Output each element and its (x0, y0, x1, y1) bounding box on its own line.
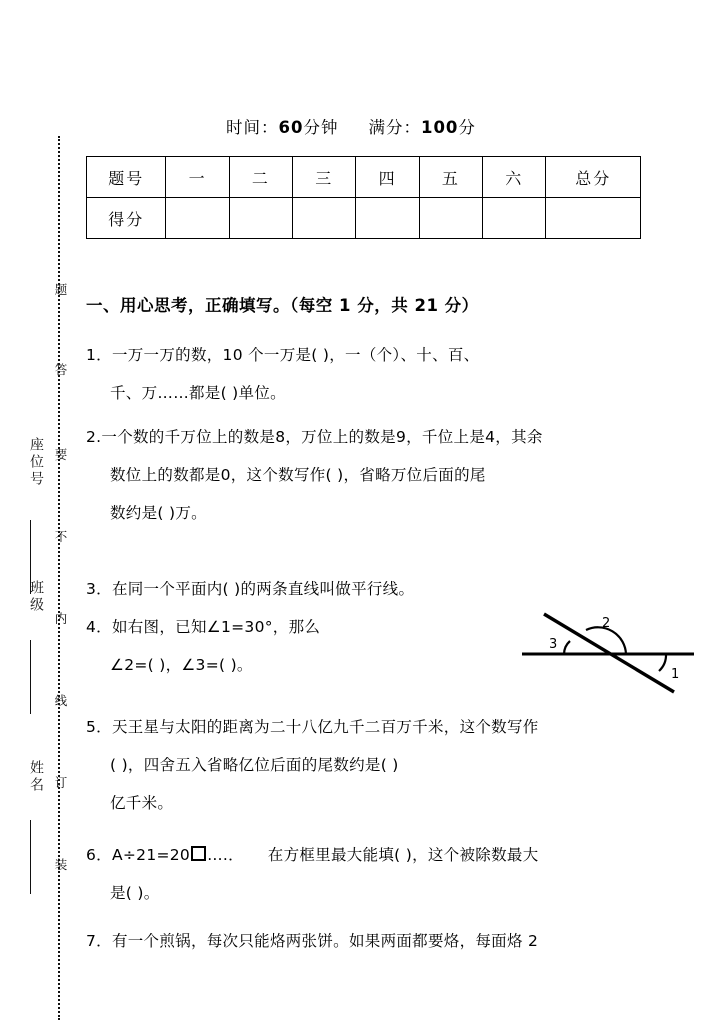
score-cell-4[interactable] (356, 198, 419, 239)
question-1 (86, 336, 656, 412)
score-table-col-1: 一 (166, 157, 229, 198)
seal-char-4: 内 (53, 612, 68, 625)
field-rule-name (30, 820, 31, 894)
angle-label-2: 2 (602, 616, 611, 631)
question-2-line-2: 数位上的数都是0，这个数写作( )，省略万位后面的尾 (110, 466, 486, 484)
question-4 (86, 608, 426, 684)
score-table-row-label-score: 得分 (87, 198, 166, 239)
angle-figure (518, 600, 698, 698)
question-2-line-1: 2.一个数的千万位上的数是8，万位上的数是9，千位上是4，其余 (86, 428, 543, 446)
score-table-col-total: 总分 (546, 157, 641, 198)
question-1-line-2: 千、万……都是( )单位。 (110, 384, 286, 402)
seal-char-0: 题 (53, 283, 68, 296)
score-table (86, 156, 641, 239)
question-2-line-3: 数约是( )万。 (110, 504, 207, 522)
score-table-header-row (87, 157, 641, 198)
question-2 (86, 418, 656, 532)
score-table-row-label-question: 题号 (87, 157, 166, 198)
seal-char-5: 线 (53, 694, 68, 707)
exam-fullscore-value: 100 (420, 118, 459, 137)
question-3-line-1: 3．在同一个平面内( )的两条直线叫做平行线。 (86, 580, 415, 598)
score-table-score-row (87, 198, 641, 239)
section-title-fill-in-blanks: 一、用心思考，正确填写。（每空 1 分，共 21 分） (86, 296, 479, 315)
question-7-line-1: 7．有一个煎锅，每次只能烙两张饼。如果两面都要烙，每面烙 2 (86, 932, 539, 950)
question-5 (86, 708, 656, 822)
question-6-line-2: 是( )。 (110, 884, 160, 902)
question-6-line-1 (86, 836, 656, 874)
exam-fullscore-label: 满分： (368, 118, 421, 137)
seal-char-3: 不 (53, 530, 68, 543)
score-table-col-5: 五 (419, 157, 482, 198)
exam-fullscore-unit: 分 (458, 118, 476, 137)
question-5-line-2: ( )，四舍五入省略亿位后面的尾数约是( ) (110, 756, 399, 774)
score-table-col-4: 四 (356, 157, 419, 198)
question-7 (86, 922, 656, 960)
seal-char-6: 订 (53, 776, 68, 789)
question-6-expression: 6．A÷21=20 (86, 846, 191, 864)
score-cell-2[interactable] (229, 198, 292, 239)
angle-label-1: 1 (671, 667, 680, 682)
exam-sheet (86, 0, 686, 1024)
exam-time-value: 60 (278, 118, 304, 137)
seal-char-7: 装 (53, 858, 68, 871)
question-4-line-2: ∠2=( )，∠3=( )。 (110, 656, 253, 674)
question-5-line-1: 5．天王星与太阳的距离为二十八亿九千二百万千米，这个数写作 (86, 718, 539, 736)
score-cell-5[interactable] (419, 198, 482, 239)
field-label-class: 班级 (28, 580, 44, 614)
exam-left-margin-strip (0, 0, 86, 1024)
question-6 (86, 836, 656, 912)
exam-time-unit: 分钟 (303, 118, 339, 137)
seal-dotted-line (58, 136, 60, 1020)
score-cell-total[interactable] (546, 198, 641, 239)
exam-meta-line (226, 114, 476, 138)
angle-label-3: 3 (549, 637, 558, 652)
field-label-name: 姓名 (28, 760, 44, 794)
question-6-line-1-rest: ….． 在方框里最大能填( )，这个被除数最大 (207, 846, 539, 864)
score-table-col-3: 三 (293, 157, 356, 198)
question-4-line-1: 4．如右图，已知∠1=30°，那么 (86, 618, 321, 636)
score-cell-3[interactable] (293, 198, 356, 239)
seal-char-1: 答 (53, 363, 68, 376)
field-label-seat-number: 座位号 (28, 437, 44, 488)
exam-time-label: 时间： (226, 118, 279, 137)
field-rule-class (30, 640, 31, 714)
seal-char-2: 要 (53, 448, 68, 461)
score-table-col-6: 六 (483, 157, 546, 198)
score-cell-1[interactable] (166, 198, 229, 239)
question-1-line-1: 1．一万一万的数，10 个一万是( )，一（个）、十、百、 (86, 346, 480, 364)
score-table-col-2: 二 (229, 157, 292, 198)
square-box-icon (191, 846, 206, 861)
question-5-line-3: 亿千米。 (110, 794, 174, 812)
score-cell-6[interactable] (483, 198, 546, 239)
